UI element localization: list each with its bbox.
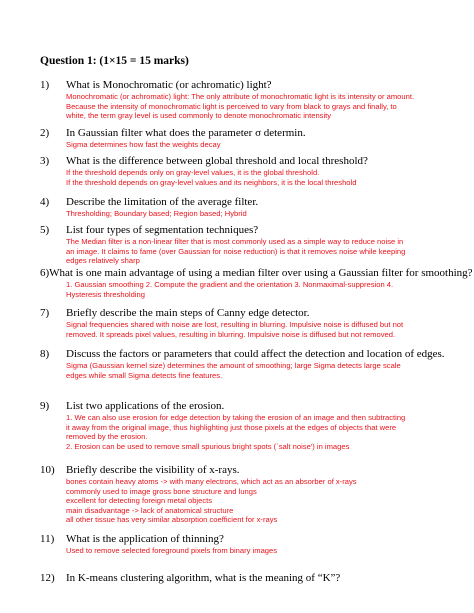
- question-item: [40, 464, 460, 525]
- answer-text: [66, 361, 460, 380]
- question-text: Describe the limitation of the average filter.: [66, 196, 259, 208]
- question-line: [40, 348, 460, 361]
- question-text: Briefly describe the main steps of Canny edge detector.: [66, 307, 310, 319]
- answer-line: Monochromatic (or achromatic) light: The only attribute of monochromatic light is its intensity or amount.: [66, 92, 415, 101]
- question-text: List four types of segmentation techniques?: [66, 224, 259, 236]
- question-line: [40, 155, 460, 168]
- answer-line: The Median filter is a non-linear filter that is most commonly used as a simple way to reduce noise in: [66, 237, 404, 246]
- question-item: [40, 127, 460, 150]
- question-item: [40, 224, 460, 266]
- question-number: 4): [40, 196, 50, 208]
- answer-text: [66, 168, 460, 187]
- question-line: [40, 307, 460, 320]
- question-line: [40, 196, 460, 209]
- question-number: 2): [40, 127, 50, 139]
- question-item: [40, 572, 460, 585]
- answer-line: 2. Erosion can be used to remove small spurious bright spots (`salt noise') in images: [66, 441, 350, 451]
- question-item: [40, 79, 460, 121]
- answer-text: [66, 320, 460, 339]
- answer-text: [66, 413, 460, 451]
- question-number: 3): [40, 155, 50, 167]
- answer-line: 1. We can also use erosion for edge detection by taking the erosion of an image and then subtracting: [66, 413, 406, 422]
- question-number: 1): [40, 79, 50, 91]
- question-text: What is Monochromatic (or achromatic) light?: [66, 79, 272, 91]
- question-heading: Question 1: (1×15 = 15 marks): [40, 55, 189, 67]
- answer-line: white, the term gray level is used commonly to denote monochromatic intensity: [66, 111, 332, 121]
- answer-line: Because the intensity of monochromatic light is perceived to vary from black to grays and finally, to: [66, 101, 397, 111]
- question-line: [40, 224, 460, 237]
- answer-line: it away from the original image, thus highlighting just those pixels at the edges of objects that were: [66, 422, 397, 432]
- answer-text: [66, 546, 460, 556]
- question-text: What is the application of thinning?: [66, 533, 224, 545]
- answer-line: all other tissue has very similar absorption coefficient for x-rays: [66, 515, 278, 525]
- question-number: 7): [40, 307, 50, 319]
- answer-line: main disadvantage -> lack of anatomical structure: [66, 505, 234, 515]
- question-line: [40, 464, 460, 477]
- answer-line: an image. It claims to fame (over Gaussian for noise reduction) is that it removes noise while keeping: [66, 246, 406, 256]
- answer-line: edges relatively sharp: [66, 256, 140, 266]
- question-text: Discuss the factors or parameters that could affect the detection and location of edges.: [66, 348, 445, 360]
- question-item: [40, 267, 473, 299]
- question-line: [40, 127, 460, 140]
- answer-line: commonly used to image gross bone structure and lungs: [66, 486, 257, 496]
- question-text: What is one main advantage of using a median filter over using a Gaussian filter for smoothing?: [49, 267, 473, 279]
- question-number: 12): [40, 572, 55, 584]
- answer-line: removed. It spreads pixel values, resulting in blurring. Impulsive noise is diffused but not removed.: [66, 329, 396, 339]
- answer-line: Sigma (Gaussian kernel size) determines the amount of smoothing; large Sigma detects large scale: [66, 361, 401, 370]
- question-line: [40, 533, 460, 546]
- answer-line: Sigma determines how fast the weights decay: [66, 140, 221, 149]
- answer-line: If the threshold depends on gray-level values and its neighbors, it is the local threshold: [66, 177, 357, 187]
- question-item: [40, 196, 460, 219]
- answer-line: removed by the erosion.: [66, 432, 148, 442]
- question-line: [40, 267, 473, 280]
- question-number: 11): [40, 533, 55, 545]
- question-text: Briefly describe the visibility of x-rays.: [66, 464, 240, 476]
- question-line: [40, 572, 460, 585]
- answer-line: 1. Gaussian smoothing 2. Compute the gradient and the orientation 3. Nonmaximal-suppresion 4.: [66, 280, 394, 289]
- answer-line: edges while small Sigma detects fine features.: [66, 370, 223, 380]
- question-text: What is the difference between global threshold and local threshold?: [66, 155, 368, 167]
- question-text: List two applications of the erosion.: [66, 400, 225, 412]
- answer-line: Used to remove selected foreground pixels from binary images: [66, 546, 278, 555]
- answer-text: [66, 92, 460, 121]
- question-number: 5): [40, 224, 50, 236]
- question-item: [40, 307, 460, 339]
- question-item: [40, 533, 460, 556]
- answer-line: Thresholding; Boundary based; Region based; Hybrid: [66, 209, 247, 218]
- question-number: 6): [40, 267, 50, 279]
- answer-line: Hysteresis thresholding: [66, 289, 145, 299]
- question-number: 9): [40, 400, 50, 412]
- answer-text: [66, 140, 460, 150]
- answer-line: Signal frequencies shared with noise are lost, resulting in blurring. Impulsive noise is diffused but not: [66, 320, 404, 329]
- question-number: 8): [40, 348, 50, 360]
- answer-line: If the threshold depends only on gray-level values, it is the global threshold.: [66, 168, 320, 177]
- question-number: 10): [40, 464, 55, 476]
- question-line: [40, 400, 460, 413]
- answer-text: [66, 477, 460, 525]
- answer-text: [66, 237, 460, 266]
- answer-line: bones contain heavy atoms -> with many electrons, which act as an absorber of x-rays: [66, 477, 357, 486]
- answer-text: [66, 280, 460, 299]
- question-text: In Gaussian filter what does the parameter σ determin.: [66, 127, 306, 139]
- answer-text: [66, 209, 460, 219]
- answer-line: excellent for detecting foreign metal objects: [66, 496, 213, 506]
- question-item: [40, 400, 460, 451]
- question-item: [40, 348, 460, 380]
- question-line: [40, 79, 460, 92]
- question-item: [40, 155, 460, 187]
- question-text: In K-means clustering algorithm, what is the meaning of “K”?: [66, 572, 341, 584]
